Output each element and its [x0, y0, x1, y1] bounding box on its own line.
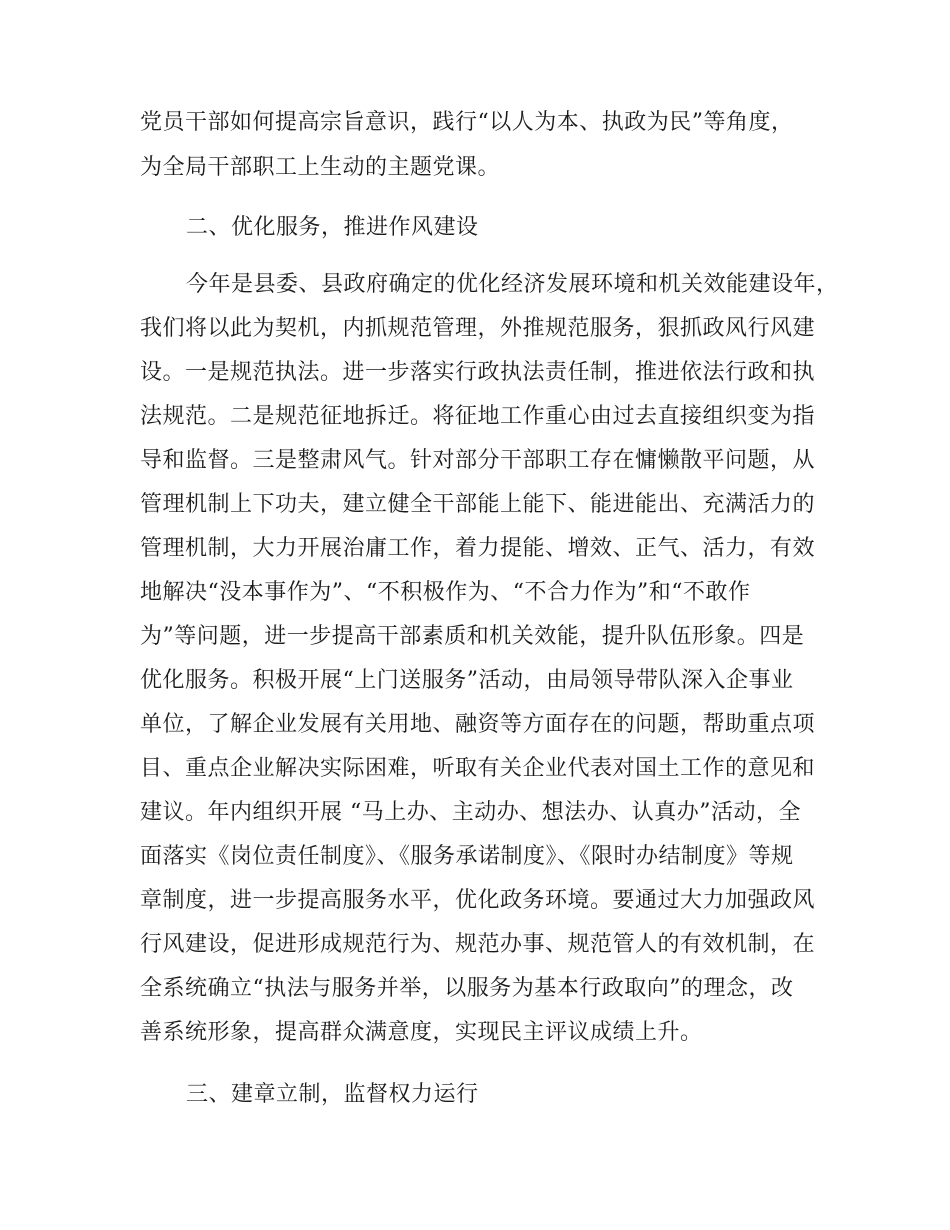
paragraph-2-line-2: 我们将以此为契机，内抓规范管理，外推规范服务，狠抓政风行风建 — [140, 316, 816, 341]
paragraph-2-line-8: 地解决“没本事作为”、“不积极作为、“不合力作为”和“不敢作 — [140, 580, 751, 605]
paragraph-2-line-7: 管理机制，大力开展治庸工作，着力提能、增效、正气、活力，有效 — [140, 536, 816, 561]
paragraph-2-line-9: 为”等问题，进一步提高干部素质和机关效能，提升队伍形象。四是 — [140, 624, 805, 649]
paragraph-2-line-10: 优化服务。积极开展“上门送服务”活动，由局领导带队深入企事业 — [140, 668, 794, 693]
paragraph-1-line-2: 为全局干部职工上生动的主题党课。 — [140, 155, 501, 180]
paragraph-2-line-5: 导和监督。三是整肃风气。针对部分干部职工存在慵懒散平问题，从 — [140, 448, 816, 473]
paragraph-2-line-12: 目、重点企业解决实际困难，听取有关企业代表对国土工作的意见和 — [140, 756, 816, 781]
paragraph-2-line-11: 单位，了解企业发展有关用地、融资等方面存在的问题，帮助重点项 — [140, 712, 816, 737]
section-heading-3: 三、建章立制，监督权力运行 — [186, 1082, 479, 1107]
paragraph-2-line-3: 设。一是规范执法。进一步落实行政执法责任制，推进依法行政和执 — [140, 360, 816, 385]
paragraph-2-line-17: 全系统确立“执法与服务并举，以服务为基本行政取向”的理念，改 — [140, 976, 794, 1001]
paragraph-2-line-1: 今年是县委、县政府确定的优化经济发展环境和机关效能建设年， — [186, 272, 839, 297]
paragraph-2-line-18: 善系统形象，提高群众满意度，实现民主评议成绩上升。 — [140, 1020, 703, 1045]
paragraph-2-line-6: 管理机制上下功夫，建立健全干部能上能下、能进能出、充满活力的 — [140, 492, 816, 517]
paragraph-2-line-15: 章制度，进一步提高服务水平，优化政务环境。要通过大力加强政风 — [140, 888, 816, 913]
paragraph-2-line-13: 建议。年内组织开展 “马上办、主动办、想法办、认真办”活动，全 — [140, 800, 801, 825]
paragraph-1-line-1: 党员干部如何提高宗旨意识，践行“以人为本、执政为民”等角度， — [140, 110, 794, 135]
paragraph-2-line-4: 法规范。二是规范征地拆迁。将征地工作重心由过去直接组织变为指 — [140, 404, 816, 429]
section-heading-2: 二、优化服务，推进作风建设 — [186, 215, 479, 240]
paragraph-2-line-16: 行风建设，促进形成规范行为、规范办事、规范管人的有效机制，在 — [140, 932, 816, 957]
paragraph-2-line-14: 面落实《岗位责任制度》、《服务承诺制度》、《限时办结制度》等规 — [140, 844, 794, 869]
